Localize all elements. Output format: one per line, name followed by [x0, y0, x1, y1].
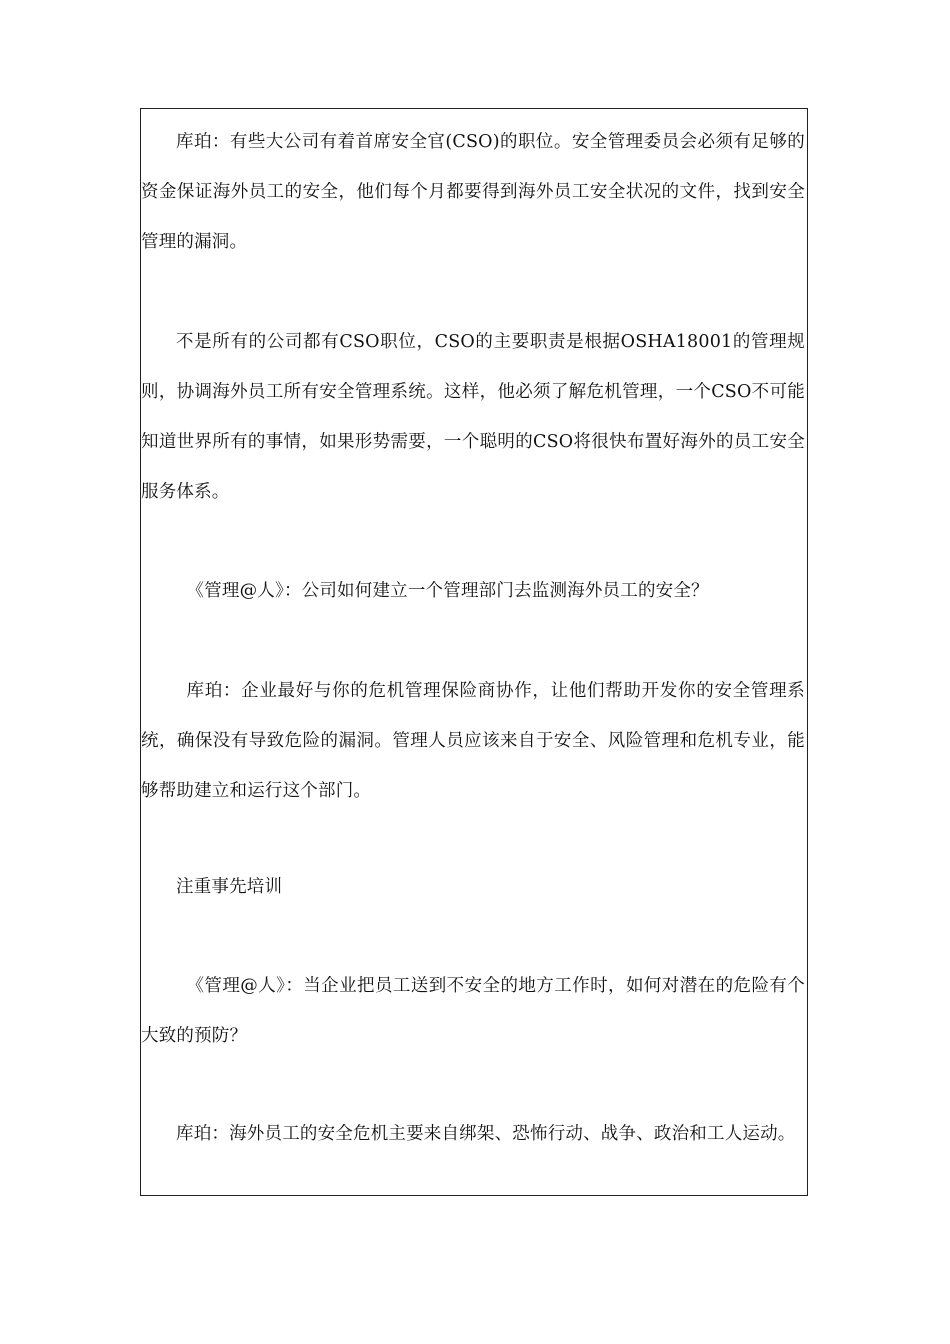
paragraph-question-department: 《管理@人》：公司如何建立一个管理部门去监测海外员工的安全？	[186, 581, 709, 601]
paragraph-cso-duties: 不是所有的公司都有CSO职位，CSO的主要职责是根据OSHA18001的管理规则，协调海外员工所有安全管理系统。这样，他必须了解危机管理，一个CSO不可能知道世界所有的事情，如果形势需要，一个聪明的CSO将很快布置好海外的员工安全服务体系。	[141, 332, 805, 502]
paragraph-cso-intro: 库珀：有些大公司有着首席安全官(CSO)的职位。安全管理委员会必须有足够的资金保证海外员工的安全，他们每个月都要得到海外员工安全状况的文件，找到安全管理的漏洞。	[141, 132, 805, 252]
section-heading-training: 注重事先培训	[176, 877, 283, 897]
document-frame	[140, 108, 808, 1196]
paragraph-answer-risks: 库珀：海外员工的安全危机主要来自绑架、恐怖行动、战争、政治和工人运动。	[176, 1124, 796, 1144]
paragraph-question-prevention: 《管理@人》：当企业把员工送到不安全的地方工作时，如何对潜在的危险有个大致的预防？	[141, 976, 805, 1046]
paragraph-answer-insurer: 库珀：企业最好与你的危机管理保险商协作，让他们帮助开发你的安全管理系统，确保没有导致危险的漏洞。管理人员应该来自于安全、风险管理和危机专业，能够帮助建立和运行这个部门。	[141, 681, 805, 801]
